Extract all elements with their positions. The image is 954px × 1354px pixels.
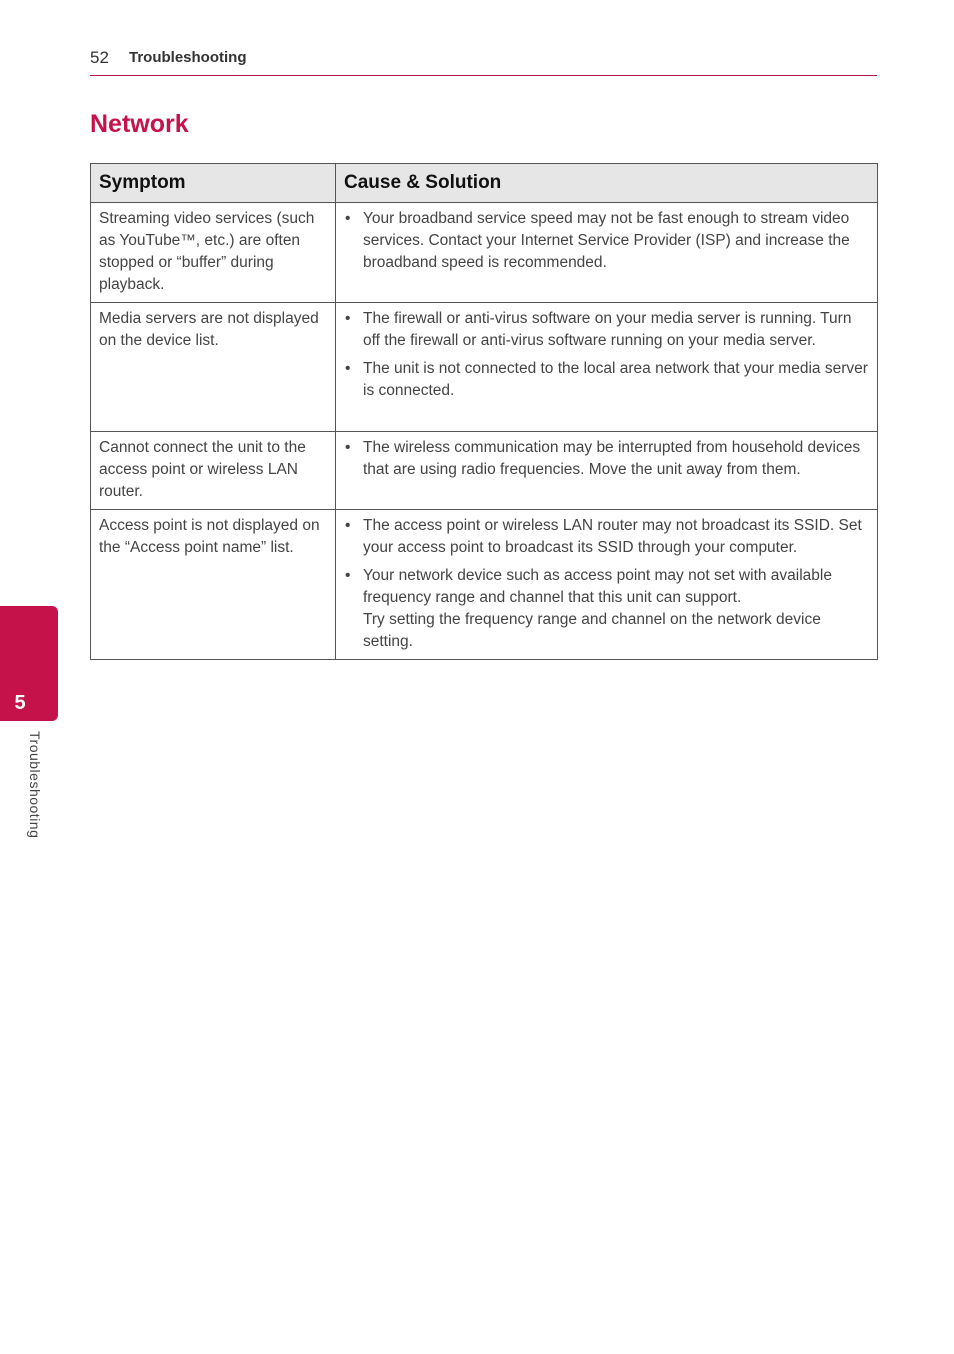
symptom-cell: Media servers are not displayed on the device list.: [91, 303, 336, 432]
cause-item: • The access point or wireless LAN router may not broadcast its SSID. Set your access point to broadcast its SSID through your computer.: [345, 517, 862, 556]
table-header-row: [91, 164, 878, 203]
chapter-label: Troubleshooting: [27, 731, 43, 839]
cause-list: [344, 437, 869, 481]
bullet-icon: •: [345, 439, 351, 456]
cause-list: [344, 308, 869, 402]
bullet-icon: •: [345, 310, 351, 327]
table-row: [91, 303, 878, 432]
cause-cell: [336, 203, 878, 303]
table-row: [91, 510, 878, 660]
bullet-icon: •: [345, 360, 351, 377]
cause-cell: [336, 432, 878, 510]
page-number: 52: [90, 48, 109, 67]
symptom-cell: Access point is not displayed on the “Access point name” list.: [91, 510, 336, 660]
table-row: [91, 203, 878, 303]
chapter-number: 5: [14, 692, 26, 714]
bullet-icon: •: [345, 517, 351, 534]
bullet-icon: •: [345, 210, 351, 227]
bullet-icon: •: [345, 567, 351, 584]
section-title: Network: [90, 110, 189, 138]
table-row: [91, 432, 878, 510]
cause-item: • The wireless communication may be interrupted from household devices that are using radio frequencies. Move the unit away from them.: [345, 439, 861, 478]
cause-item: • The firewall or anti-virus software on your media server is running. Turn off the firewall or anti-virus software running on your media server.: [345, 310, 852, 349]
column-header-cause-solution: Cause & Solution: [336, 164, 878, 203]
column-header-symptom: Symptom: [91, 164, 336, 203]
symptom-cell: Streaming video services (such as YouTube™, etc.) are often stopped or “buffer” during playback.: [91, 203, 336, 303]
cause-list: [344, 515, 869, 653]
troubleshooting-table: [90, 163, 878, 660]
cause-list: [344, 208, 869, 274]
cause-item: • The unit is not connected to the local area network that your media server is connected.: [345, 360, 868, 399]
symptom-cell: Cannot connect the unit to the access point or wireless LAN router.: [91, 432, 336, 510]
chapter-tab: [0, 606, 58, 721]
cause-cell: [336, 510, 878, 660]
cause-item: • Your network device such as access point may not set with available frequency range and channel that this unit can support. Try setting the frequency range and channel on the network device setting.: [345, 567, 832, 650]
header-section-title: Troubleshooting: [129, 49, 247, 66]
cause-cell: [336, 303, 878, 432]
page-header: [90, 48, 877, 76]
cause-item: • Your broadband service speed may not be fast enough to stream video services. Contact your Internet Service Provider (ISP) and increase the broadband speed is recommended.: [345, 210, 850, 271]
